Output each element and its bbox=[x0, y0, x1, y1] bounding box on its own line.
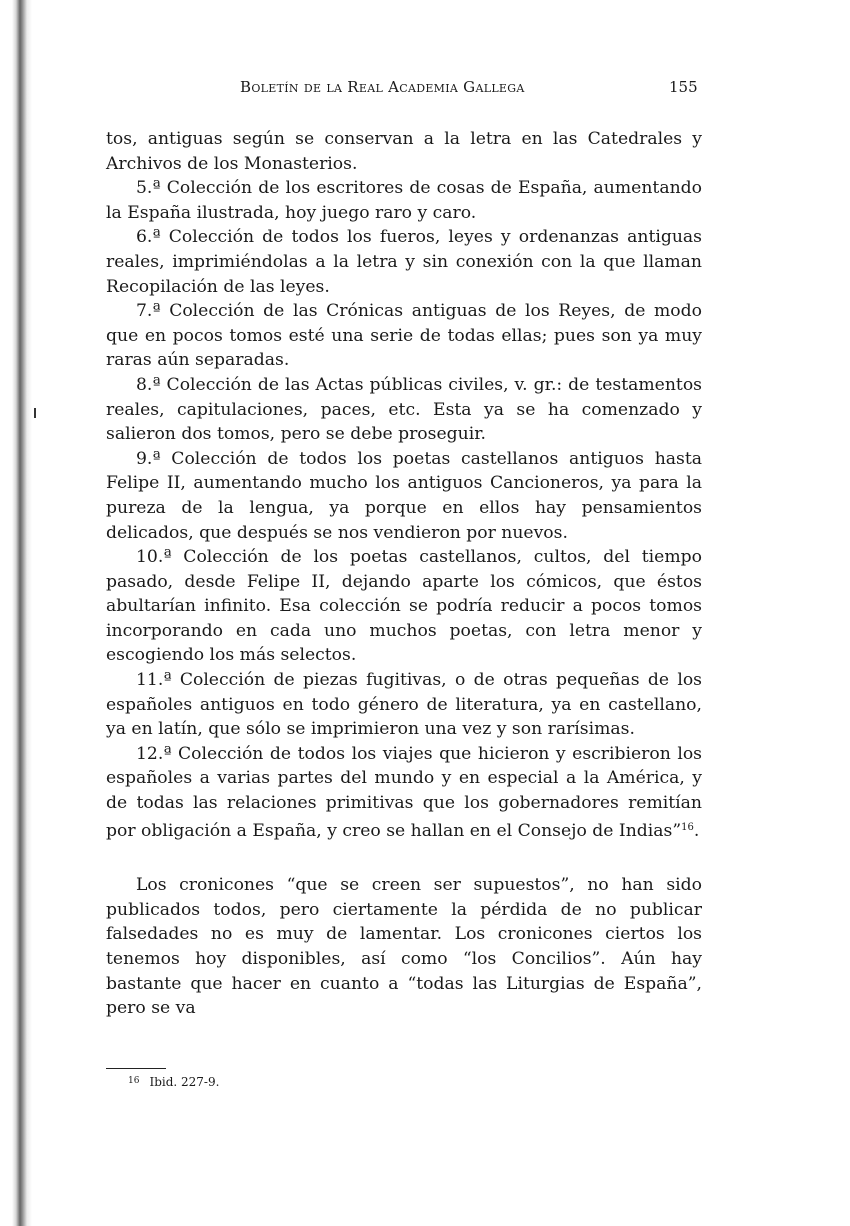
footnote-number: 16 bbox=[128, 1076, 140, 1086]
list-item-11: 11.ª Colección de piezas fugitivas, o de otras pequeñas de los españoles antiguos en todo género de literatura, ya en castellano, ya en latín, que sólo se imprimieron una vez y son rarísimas. bbox=[106, 670, 702, 740]
running-title: Boletín de la Real Academia Gallega bbox=[240, 78, 525, 96]
list-item-7: 7.ª Colección de las Crónicas antiguas de los Reyes, de modo que en pocos tomos esté una serie de todas ellas; pues son ya muy raras aún separadas. bbox=[106, 301, 702, 371]
footnote-text: Ibid. 227-9. bbox=[149, 1075, 220, 1089]
paragraph-continuation: tos, antiguas según se conservan a la letra en las Catedrales y Archivos de los Monasterios. bbox=[106, 129, 702, 174]
margin-mark bbox=[34, 408, 36, 418]
list-item-10: 10.ª Colección de los poetas castellanos, cultos, del tiempo pasado, desde Felipe II, dejando aparte los cómicos, que éstos abultarían infinito. Esa colección se podría reducir a pocos tomos incorporando en cada uno muchos poetas, con letra menor y escogiendo los más selectos. bbox=[106, 547, 702, 666]
list-item-12-text: 12.ª Colección de todos los viajes que hicieron y escribieron los españoles a varias partes del mundo y en especial a la América, y de todas las relaciones primitivas que los gobernadores remitían por obligación a España, y creo se hallan en el Consejo de Indias” bbox=[106, 743, 702, 841]
paragraph-cronicones: Los cronicones “que se creen ser supuestos”, no han sido publicados todos, pero ciertamente la pérdida de no publicar falsedades no es muy de lamentar. Los cronicones ciertos los tenemos hoy disponibles, así como “los Concilios”. Aún hay bastante que hacer en cuanto a “todas las Liturgias de España”, pero se va bbox=[106, 875, 702, 1019]
list-item-9: 9.ª Colección de todos los poetas castellanos antiguos hasta Felipe II, aumentando mucho los antiguos Cancioneros, ya para la pureza de la lengua, ya porque en ellos hay pensamientos delicados, que después se nos vendieron por nuevos. bbox=[106, 448, 702, 543]
page-number: 155 bbox=[669, 78, 698, 96]
body-text bbox=[106, 127, 702, 1021]
list-item-6: 6.ª Colección de todos los fueros, leyes y ordenanzas antiguas reales, imprimiéndolas a la letra y sin conexión con la que llaman Recopilación de las leyes. bbox=[106, 227, 702, 297]
list-item-5: 5.ª Colección de los escritores de cosas de España, aumentando la España ilustrada, hoy juego raro y caro. bbox=[106, 178, 702, 223]
list-item-8: 8.ª Colección de las Actas públicas civiles, v. gr.: de testamentos reales, capitulaciones, paces, etc. Esta ya se ha comenzado y salieron dos tomos, pero se debe proseguir. bbox=[106, 374, 702, 445]
book-binding-shadow bbox=[0, 0, 32, 1226]
list-item-12: 12.ª Colección de todos los viajes que hicieron y escribieron los españoles a varias partes del mundo y en especial a la América, y de todas las relaciones primitivas que los gobernadores remitían por obligación a España, y creo se hallan en el Consejo de Indias”$^{16}$. bbox=[106, 743, 702, 841]
footnote-rule bbox=[106, 1068, 166, 1069]
footnote-reference: 16 bbox=[681, 821, 694, 833]
footnote bbox=[128, 1075, 219, 1089]
